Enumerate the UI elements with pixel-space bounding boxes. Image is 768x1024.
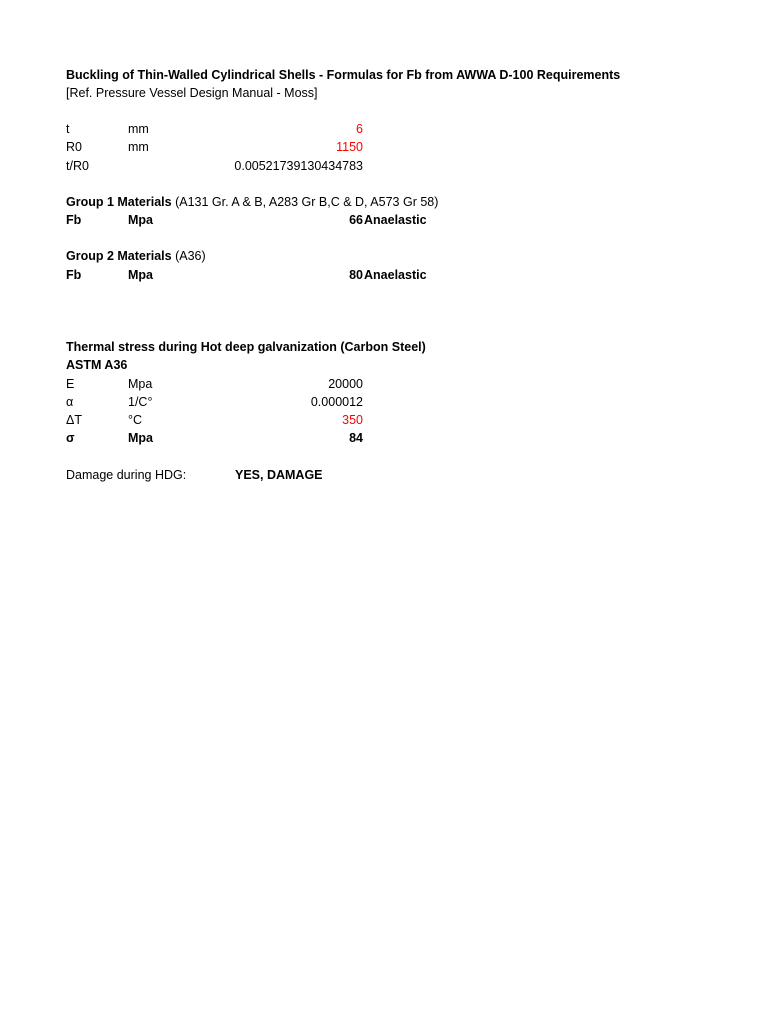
e-unit: Mpa xyxy=(128,377,153,391)
r0-value-cell[interactable]: 1150 xyxy=(336,140,363,154)
deltat-unit: °C xyxy=(128,413,143,427)
title-text: Buckling of Thin-Walled Cylindrical Shells - Formulas for Fb from AWWA D-100 Requirements xyxy=(66,68,621,82)
r0-unit: mm xyxy=(128,140,149,154)
ratio-label: t/R0 xyxy=(66,159,89,173)
sigma-value: 84 xyxy=(349,431,363,445)
group1-fb-unit: Mpa xyxy=(128,213,153,227)
group1-fb-label: Fb xyxy=(66,213,82,227)
t-value-cell[interactable]: 6 xyxy=(356,122,363,136)
alpha-label: α xyxy=(66,395,74,409)
t-label: t xyxy=(66,122,70,136)
reference-text: [Ref. Pressure Vessel Design Manual - Moss] xyxy=(66,86,318,100)
group2-title: Group 2 Materials xyxy=(66,249,172,263)
group2-fb-unit: Mpa xyxy=(128,268,153,282)
group1-title: Group 1 Materials xyxy=(66,195,172,209)
thermal-title: Thermal stress during Hot deep galvanization (Carbon Steel) xyxy=(66,340,426,354)
result-label: Damage during HDG: xyxy=(66,468,187,482)
group1-fb-value: 66 xyxy=(349,213,363,227)
sigma-unit: Mpa xyxy=(128,431,153,445)
thermal-material-text: ASTM A36 xyxy=(66,358,128,372)
deltat-value-cell[interactable]: 350 xyxy=(342,413,363,427)
deltat-label: ΔT xyxy=(66,413,82,427)
group2-fb-mode: Anaelastic xyxy=(364,268,427,282)
group2-fb-value: 80 xyxy=(349,268,363,282)
result-value: YES, DAMAGE xyxy=(235,468,323,482)
group2-fb-label: Fb xyxy=(66,268,82,282)
sigma-label: σ xyxy=(66,431,75,445)
group1-materials: (A131 Gr. A & B, A283 Gr B,C & D, A573 Gr 58) xyxy=(171,195,439,209)
alpha-unit: 1/C° xyxy=(128,395,153,409)
r0-label: R0 xyxy=(66,140,82,154)
ratio-value: 0.00521739130434783 xyxy=(234,159,363,173)
e-value-cell[interactable]: 20000 xyxy=(328,377,363,391)
t-unit: mm xyxy=(128,122,149,136)
group1-fb-mode: Anaelastic xyxy=(364,213,427,227)
e-label: E xyxy=(66,377,75,391)
group2-materials: (A36) xyxy=(171,249,206,263)
alpha-value-cell[interactable]: 0.000012 xyxy=(310,395,363,409)
